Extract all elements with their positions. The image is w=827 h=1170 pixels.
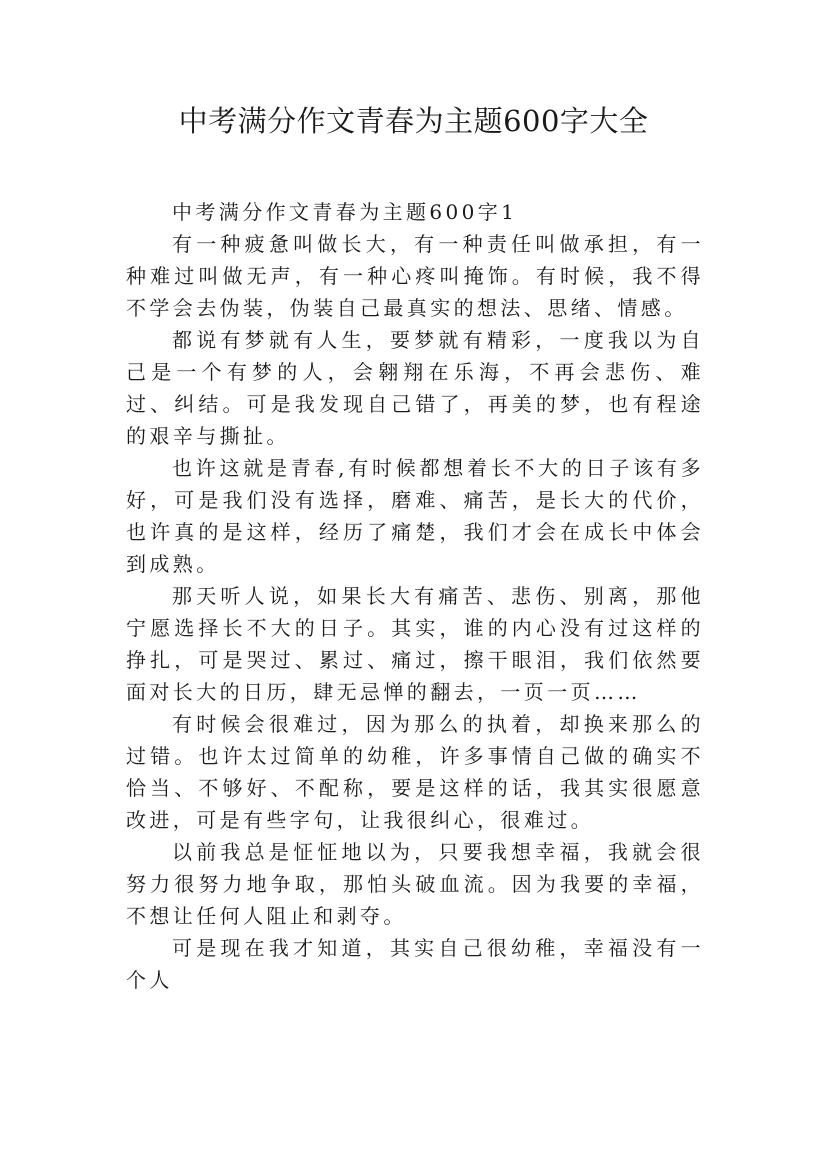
document-title: 中考满分作文青春为主题600字大全 (178, 104, 649, 138)
section-heading: 中考满分作文青春为主题600字1 (172, 200, 518, 224)
paragraph-2: 都说有梦就有人生，要梦就有精彩，一度我以为自己是一个有梦的人，会翱翔在乐海，不再会悲伤、难过、纠结。可是我发现自己错了，再美的梦，也有程途的艰辛与撕扯。 (126, 328, 704, 448)
paragraph-4: 那天听人说，如果长大有痛苦、悲伤、别离，那他宁愿选择长不大的日子。其实，谁的内心没有过这样的挣扎，可是哭过、累过、痛过，擦干眼泪，我们依然要面对长大的日历，肆无忌惮的翻去，一页一页…… (126, 584, 704, 704)
document-body (126, 196, 704, 996)
paragraph-3: 也许这就是青春,有时候都想着长不大的日子该有多好，可是我们没有选择，磨难、痛苦，是长大的代价，也许真的是这样，经历了痛楚，我们才会在成长中体会到成熟。 (126, 456, 704, 576)
paragraph-1: 有一种疲惫叫做长大，有一种责任叫做承担，有一种难过叫做无声，有一种心疼叫掩饰。有时候，我不得不学会去伪装，伪装自己最真实的想法、思绪、情感。 (126, 232, 704, 320)
paragraph-7: 可是现在我才知道，其实自己很幼稚，幸福没有一个人 (126, 936, 704, 992)
paragraph-6: 以前我总是怔怔地以为，只要我想幸福，我就会很努力很努力地争取，那怕头破血流。因为我要的幸福，不想让任何人阻止和剥夺。 (126, 840, 704, 928)
paragraph-5: 有时候会很难过，因为那么的执着，却换来那么的过错。也许太过简单的幼稚，许多事情自己做的确实不恰当、不够好、不配称，要是这样的话，我其实很愿意改进，可是有些字句，让我很纠心，很难过。 (126, 712, 704, 832)
